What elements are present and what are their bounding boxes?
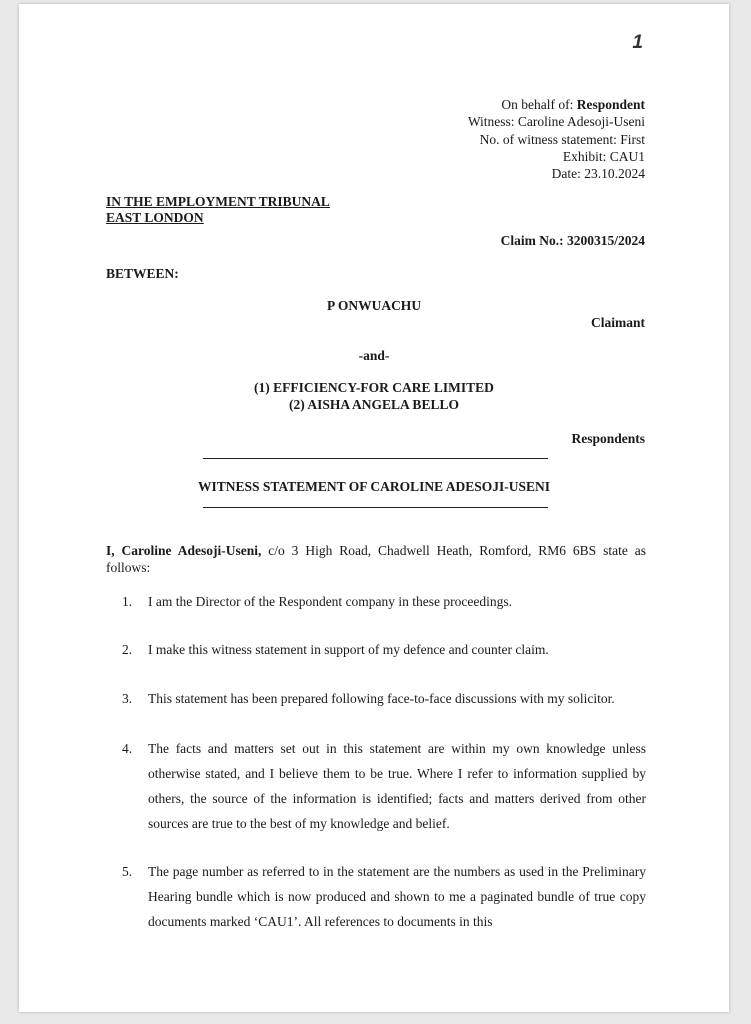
- title-rule-bottom: [203, 507, 548, 508]
- between-label: BETWEEN:: [106, 266, 179, 281]
- paragraph-number: 5.: [122, 864, 133, 879]
- and-separator: -and-: [358, 348, 390, 363]
- paragraph-text: The page number as referred to in the statement are the numbers as used in the Preliminary Hearing bundle which is now produced and shown to me a paginated bundle of true copy documents marked ‘CAU1’. All references to documents in this: [148, 864, 646, 929]
- claimant-role: Claimant: [591, 315, 645, 330]
- paragraph-number: 4.: [122, 741, 133, 756]
- paragraph-number: 1.: [122, 594, 133, 609]
- paragraph-text: I am the Director of the Respondent company in these proceedings.: [148, 594, 513, 609]
- paragraph-number: 3.: [122, 691, 133, 706]
- tribunal-name: IN THE EMPLOYMENT TRIBUNAL: [106, 194, 330, 209]
- paragraph-number: 2.: [122, 642, 133, 657]
- page-number: 1: [632, 32, 643, 53]
- witness-line: Witness: Caroline Adesoji-Useni: [467, 114, 645, 130]
- statement-number-line: No. of witness statement: First: [479, 131, 645, 147]
- paragraph-5: [122, 859, 646, 934]
- tribunal-location: EAST LONDON: [106, 210, 204, 225]
- claimant-name: P ONWUACHU: [326, 298, 422, 313]
- tribunal-heading: [106, 194, 330, 226]
- intro-paragraph: [106, 542, 646, 576]
- document-page: [19, 4, 729, 1012]
- deponent-name: I, Caroline Adesoji-Useni,: [106, 543, 262, 558]
- claim-number: Claim No.: 3200315/2024: [500, 233, 645, 248]
- respondent-1: (1) EFFICIENCY-FOR CARE LIMITED: [254, 380, 494, 395]
- paragraph-4: [122, 736, 646, 836]
- on-behalf-of: On behalf of: Respondent: [501, 97, 645, 112]
- respondent-2: (2) AISHA ANGELA BELLO: [289, 397, 459, 412]
- paragraph-text: The facts and matters set out in this statement are within my own knowledge unless otherwise stated, and I believe them to be true. Where I refer to information supplied by others, the source of the information is identified; facts and matters derived from other sources are true to the best of my knowledge and belief.: [148, 741, 646, 831]
- respondents-role: Respondents: [571, 431, 645, 446]
- paragraph-2: [122, 637, 646, 662]
- exhibit-line: Exhibit: CAU1: [562, 148, 645, 164]
- title-rule-top: [203, 458, 548, 459]
- paragraph-text: I make this witness statement in support of my defence and counter claim.: [148, 642, 549, 657]
- paragraph-text: This statement has been prepared following face-to-face discussions with my solicitor.: [148, 691, 615, 706]
- paragraph-1: [122, 589, 646, 614]
- paragraph-3: [122, 686, 646, 711]
- intro-text: c/o 3 High Road, Chadwell Heath, Romford, RM6 6BS state as follows:: [106, 543, 646, 575]
- statement-header: [345, 96, 645, 182]
- statement-title: WITNESS STATEMENT OF CAROLINE ADESOJI-USENI: [197, 479, 551, 494]
- date-line: Date: 23.10.2024: [551, 166, 645, 182]
